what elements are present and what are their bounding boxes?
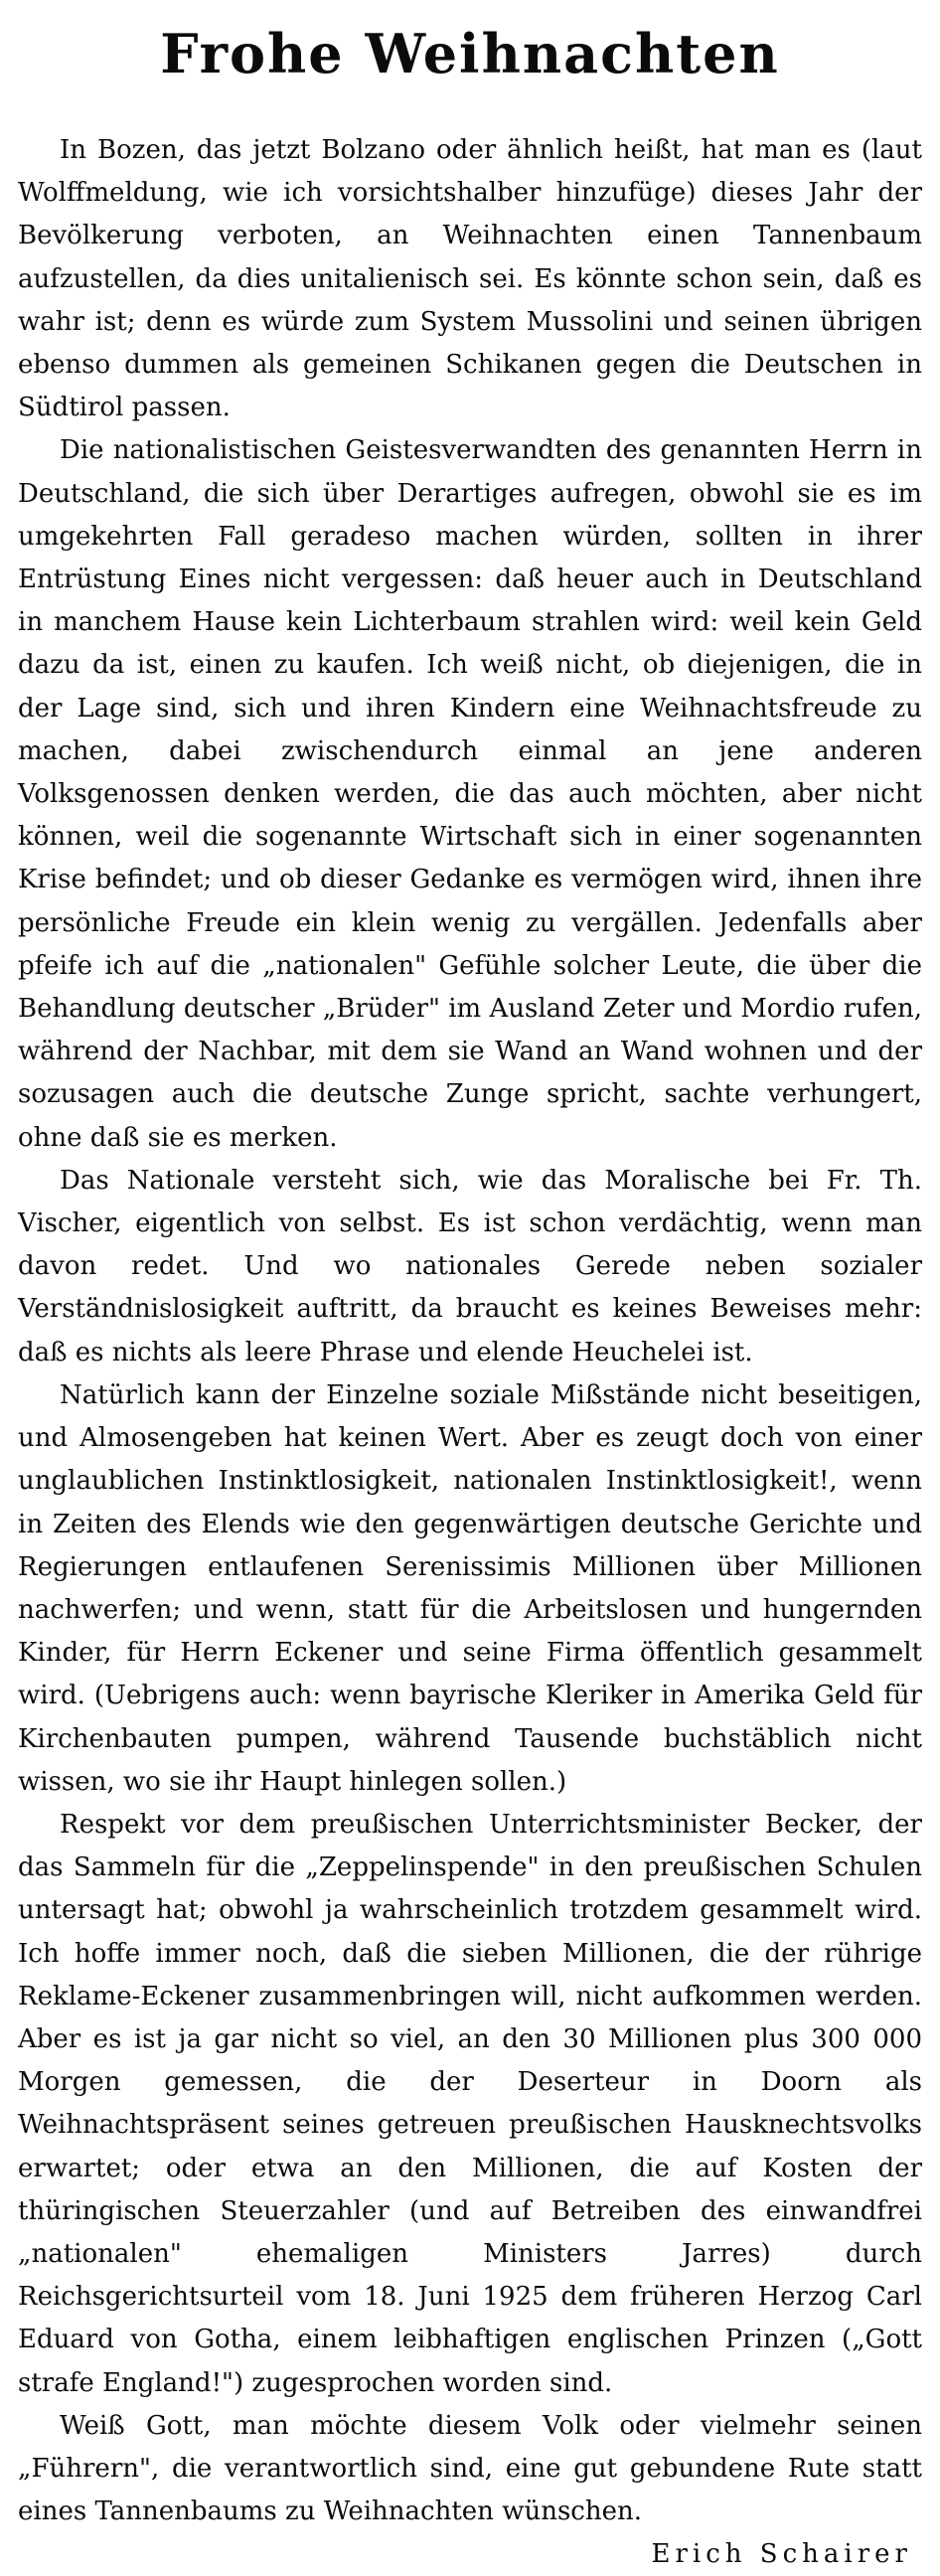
author-signature: Erich Schairer [651, 2539, 912, 2570]
article-paragraph: Das Nationale versteht sich, wie das Moralische bei Fr. Th. Vischer, eigentlich von selbst. Es ist schon verdächtig, wenn man davon redet. Und wo nationales Gerede neben sozialer Verständnislosigkeit auftritt, da braucht es keines Beweises mehr: daß es nichts als leere Phrase und elende Heuchelei ist. [18, 1165, 922, 1368]
article-paragraph: In Bozen, das jetzt Bolzano oder ähnlich heißt, hat man es (laut Wolffmeldung, wie ich vorsichtshalber hinzufüge) dieses Jahr der Bevölkerung verboten, an Weihnachten einen Tannenbaum aufzustellen, da dies unitalienisch sei. Es könnte schon sein, daß es wahr ist; denn es würde zum System Mussolini und seinen übrigen ebenso dummen als gemeinen Schikanen gegen die Deutschen in Südtirol passen. [18, 135, 922, 423]
article-paragraph: Natürlich kann der Einzelne soziale Mißstände nicht beseitigen, und Almosengeben hat keinen Wert. Aber es zeugt doch von einer unglaublichen Instinktlosigkeit, nationalen Instinktlosigkeit!, wenn in Zeiten des Elends wie den gegenwärtigen deutsche Gerichte und Regierungen entlaufenen Serenissimis Millionen über Millionen nachwerfen; und wenn, statt für die Arbeitslosen und hungernden Kinder, für Herrn Eckener und seine Firma öffentlich gesammelt wird. (Uebrigens auch: wenn bayrische Kleriker in Amerika Geld für Kirchenbauten pumpen, während Tausende buchstäblich nicht wissen, wo sie ihr Haupt hinlegen sollen.) [18, 1379, 922, 1797]
article-paragraph: Weiß Gott, man möchte diesem Volk oder vielmehr seinen „Führern", die verantwortlich sind, eine gut gebundene Rute statt eines Tannenbaums zu Weihnachten wünschen. [18, 2410, 922, 2527]
article-body [18, 129, 922, 2533]
article-title: Frohe Weihnachten [160, 22, 780, 85]
article-paragraph: Die nationalistischen Geistesverwandten des genannten Herrn in Deutschland, die sich über Derartiges aufregen, obwohl sie es im umgekehrten Fall geradeso machen würden, sollten in ihrer Entrüstung Eines nicht vergessen: daß heuer auch in Deutschland in manchem Hause kein Lichterbaum strahlen wird: weil kein Geld dazu da ist, einen zu kaufen. Ich weiß nicht, ob diejenigen, die in der Lage sind, sich und ihren Kindern eine Weihnachtsfreude zu machen, dabei zwischendurch einmal an jene anderen Volksgenossen denken werden, die das auch möchten, aber nicht können, weil die sogenannte Wirtschaft sich in einer sogenannten Krise befindet; und ob dieser Gedanke es vermögen wird, ihnen ihre persönliche Freude ein klein wenig zu vergällen. Jedenfalls aber pfeife ich auf die „nationalen" Gefühle solcher Leute, die über die Behandlung deutscher „Brüder" im Ausland Zeter und Mordio rufen, während der Nachbar, mit dem sie Wand an Wand wohnen und der sozusagen auch die deutsche Zunge spricht, sachte verhungert, ohne daß sie es merken. [18, 435, 922, 1153]
article-paragraph: Respekt vor dem preußischen Unterrichtsminister Becker, der das Sammeln für die „Zeppelinspende" in den preußischen Schulen untersagt hat; obwohl ja wahrscheinlich trotzdem gesammelt wird. Ich hoffe immer noch, daß die sieben Millionen, die der rührige Reklame-Eckener zusammenbringen will, nicht aufkommen werden. Aber es ist ja gar nicht so viel, an den 30 Millionen plus 300 000 Morgen gemessen, die der Deserteur in Doorn als Weihnachtspräsent seines getreuen preußischen Hausknechtsvolks erwartet; oder etwa an den Millionen, die auf Kosten der thüringischen Steuerzahler (und auf Betreiben des einwandfrei „nationalen" ehemaligen Ministers Jarres) durch Reichsgerichtsurteil vom 18. Juni 1925 dem früheren Herzog Carl Eduard von Gotha, einem leibhaftigen englischen Prinzen („Gott strafe England!") zugesprochen worden sind. [18, 1809, 922, 2398]
